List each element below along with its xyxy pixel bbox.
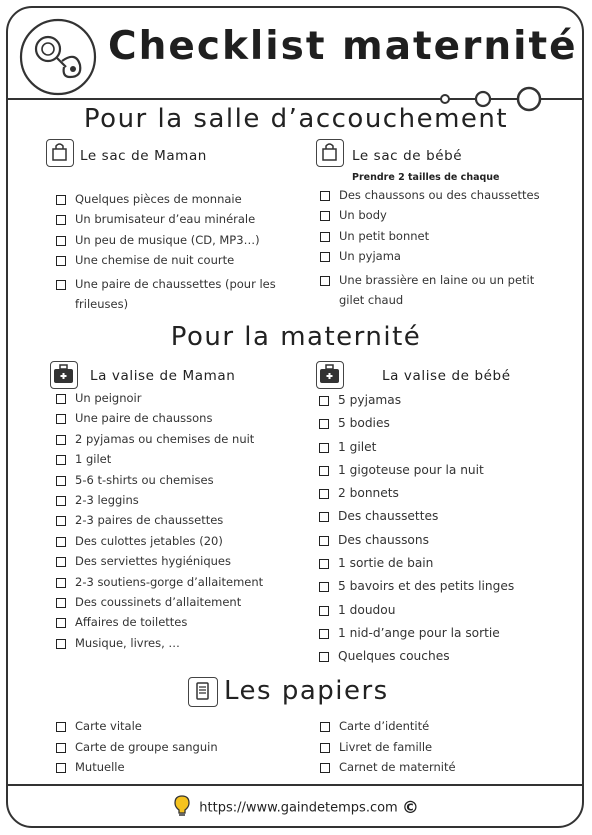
list-item[interactable]: Des chaussettes: [319, 509, 559, 532]
checklist-sac-bebe: [320, 188, 540, 310]
checkbox[interactable]: [56, 256, 66, 266]
list-item[interactable]: Une paire de chaussettes (pour les frileuses): [56, 274, 288, 314]
subtitle-valise-bebe: La valise de bébé: [382, 368, 511, 384]
checkbox[interactable]: [56, 557, 66, 567]
checkbox[interactable]: [56, 496, 66, 506]
list-item[interactable]: Des culottes jetables (20): [56, 534, 296, 554]
checkbox[interactable]: [56, 763, 66, 773]
list-item[interactable]: Un peu de musique (CD, MP3…): [56, 233, 288, 253]
list-item[interactable]: 2-3 leggins: [56, 493, 296, 513]
checkbox[interactable]: [56, 639, 66, 649]
shopping-bag-icon: [316, 139, 344, 167]
list-item[interactable]: 5 bodies: [319, 416, 559, 439]
checkbox[interactable]: [319, 419, 329, 429]
checkbox[interactable]: [320, 252, 330, 262]
copyright-symbol: ©: [401, 798, 419, 818]
suitcase-icon: [316, 361, 344, 389]
checkbox[interactable]: [56, 195, 66, 205]
footer-divider: [8, 784, 584, 786]
checkbox[interactable]: [319, 443, 329, 453]
checkbox[interactable]: [56, 394, 66, 404]
checkbox[interactable]: [56, 236, 66, 246]
list-item[interactable]: Livret de famille: [320, 740, 550, 761]
checkbox[interactable]: [319, 652, 329, 662]
list-item[interactable]: 2-3 paires de chaussettes: [56, 513, 296, 533]
note-tailles: Prendre 2 tailles de chaque: [352, 172, 500, 183]
list-item[interactable]: Musique, livres, …: [56, 636, 296, 656]
checkbox[interactable]: [319, 466, 329, 476]
checkbox[interactable]: [319, 606, 329, 616]
list-item[interactable]: Carte de groupe sanguin: [56, 740, 286, 761]
checkbox[interactable]: [56, 280, 66, 290]
list-item[interactable]: 1 nid-d’ange pour la sortie: [319, 626, 559, 649]
list-item[interactable]: 1 sortie de bain: [319, 556, 559, 579]
checkbox[interactable]: [319, 629, 329, 639]
checkbox[interactable]: [320, 232, 330, 242]
checkbox[interactable]: [56, 598, 66, 608]
list-item[interactable]: 5 bavoirs et des petits linges: [319, 579, 559, 602]
checkbox[interactable]: [319, 512, 329, 522]
checkbox[interactable]: [320, 211, 330, 221]
list-item[interactable]: Quelques pièces de monnaie: [56, 192, 288, 212]
list-item[interactable]: Affaires de toilettes: [56, 615, 296, 635]
list-item[interactable]: Des chaussons: [319, 533, 559, 556]
lightbulb-icon: [173, 794, 191, 822]
list-item[interactable]: 2-3 soutiens-gorge d’allaitement: [56, 575, 296, 595]
list-item[interactable]: 1 doudou: [319, 603, 559, 626]
checkbox[interactable]: [56, 743, 66, 753]
list-item[interactable]: Quelques couches: [319, 649, 559, 672]
list-item[interactable]: Carnet de maternité: [320, 760, 550, 781]
subtitle-sac-bebe: Le sac de bébé: [352, 148, 463, 164]
checkbox[interactable]: [320, 722, 330, 732]
checkbox[interactable]: [319, 582, 329, 592]
list-item[interactable]: Une paire de chaussons: [56, 411, 296, 431]
list-item[interactable]: Une brassière en laine ou un petit gilet chaud: [320, 270, 540, 310]
list-item[interactable]: 5 pyjamas: [319, 393, 559, 416]
suitcase-icon: [50, 361, 78, 389]
checkbox[interactable]: [56, 215, 66, 225]
page-title: Checklist maternité: [108, 24, 578, 69]
list-item[interactable]: 1 gilet: [56, 452, 296, 472]
checklist-sac-maman: [56, 192, 288, 314]
list-item[interactable]: Des serviettes hygiéniques: [56, 554, 296, 574]
section-title-papiers: Les papiers: [224, 676, 389, 706]
subtitle-valise-maman: La valise de Maman: [90, 368, 236, 384]
checkbox[interactable]: [56, 414, 66, 424]
pacifier-rattle-icon: [18, 17, 98, 101]
checkbox[interactable]: [56, 578, 66, 588]
checkbox[interactable]: [56, 455, 66, 465]
list-item[interactable]: Un brumisateur d’eau minérale: [56, 212, 288, 232]
list-item[interactable]: 2 pyjamas ou chemises de nuit: [56, 432, 296, 452]
list-item[interactable]: Un body: [320, 208, 540, 228]
checklist-valise-maman: [56, 391, 296, 656]
checkbox[interactable]: [320, 743, 330, 753]
shopping-bag-icon: [46, 139, 74, 167]
list-item[interactable]: Carte vitale: [56, 719, 286, 740]
document-icon: [188, 677, 218, 707]
checkbox[interactable]: [320, 191, 330, 201]
list-item[interactable]: 1 gigoteuse pour la nuit: [319, 463, 559, 486]
subtitle-sac-maman: Le sac de Maman: [80, 148, 207, 164]
checkbox[interactable]: [56, 476, 66, 486]
list-item[interactable]: 1 gilet: [319, 440, 559, 463]
checkbox[interactable]: [319, 536, 329, 546]
checkbox[interactable]: [319, 489, 329, 499]
list-item[interactable]: Une chemise de nuit courte: [56, 253, 288, 273]
checkbox[interactable]: [56, 722, 66, 732]
list-item[interactable]: Un petit bonnet: [320, 229, 540, 249]
checkbox[interactable]: [320, 763, 330, 773]
list-item[interactable]: Des coussinets d’allaitement: [56, 595, 296, 615]
list-item[interactable]: Des chaussons ou des chaussettes: [320, 188, 540, 208]
checkbox[interactable]: [56, 435, 66, 445]
checklist-papiers-right: [320, 719, 550, 781]
checkbox[interactable]: [56, 516, 66, 526]
checklist-papiers-left: [56, 719, 286, 781]
section-title-maternite: Pour la maternité: [170, 322, 422, 352]
footer-url[interactable]: https://www.gaindetemps.com: [199, 800, 398, 816]
list-item[interactable]: Un peignoir: [56, 391, 296, 411]
checkbox[interactable]: [56, 618, 66, 628]
list-item[interactable]: 5-6 t-shirts ou chemises: [56, 473, 296, 493]
list-item[interactable]: Un pyjama: [320, 249, 540, 269]
list-item[interactable]: Carte d’identité: [320, 719, 550, 740]
checkbox[interactable]: [319, 396, 329, 406]
list-item[interactable]: 2 bonnets: [319, 486, 559, 509]
checkbox[interactable]: [320, 276, 330, 286]
checklist-valise-bebe: [319, 393, 559, 673]
list-item[interactable]: Mutuelle: [56, 760, 286, 781]
section-title-salle: Pour la salle d’accouchement: [83, 104, 509, 134]
footer: [0, 794, 592, 822]
checkbox[interactable]: [56, 537, 66, 547]
checkbox[interactable]: [319, 559, 329, 569]
